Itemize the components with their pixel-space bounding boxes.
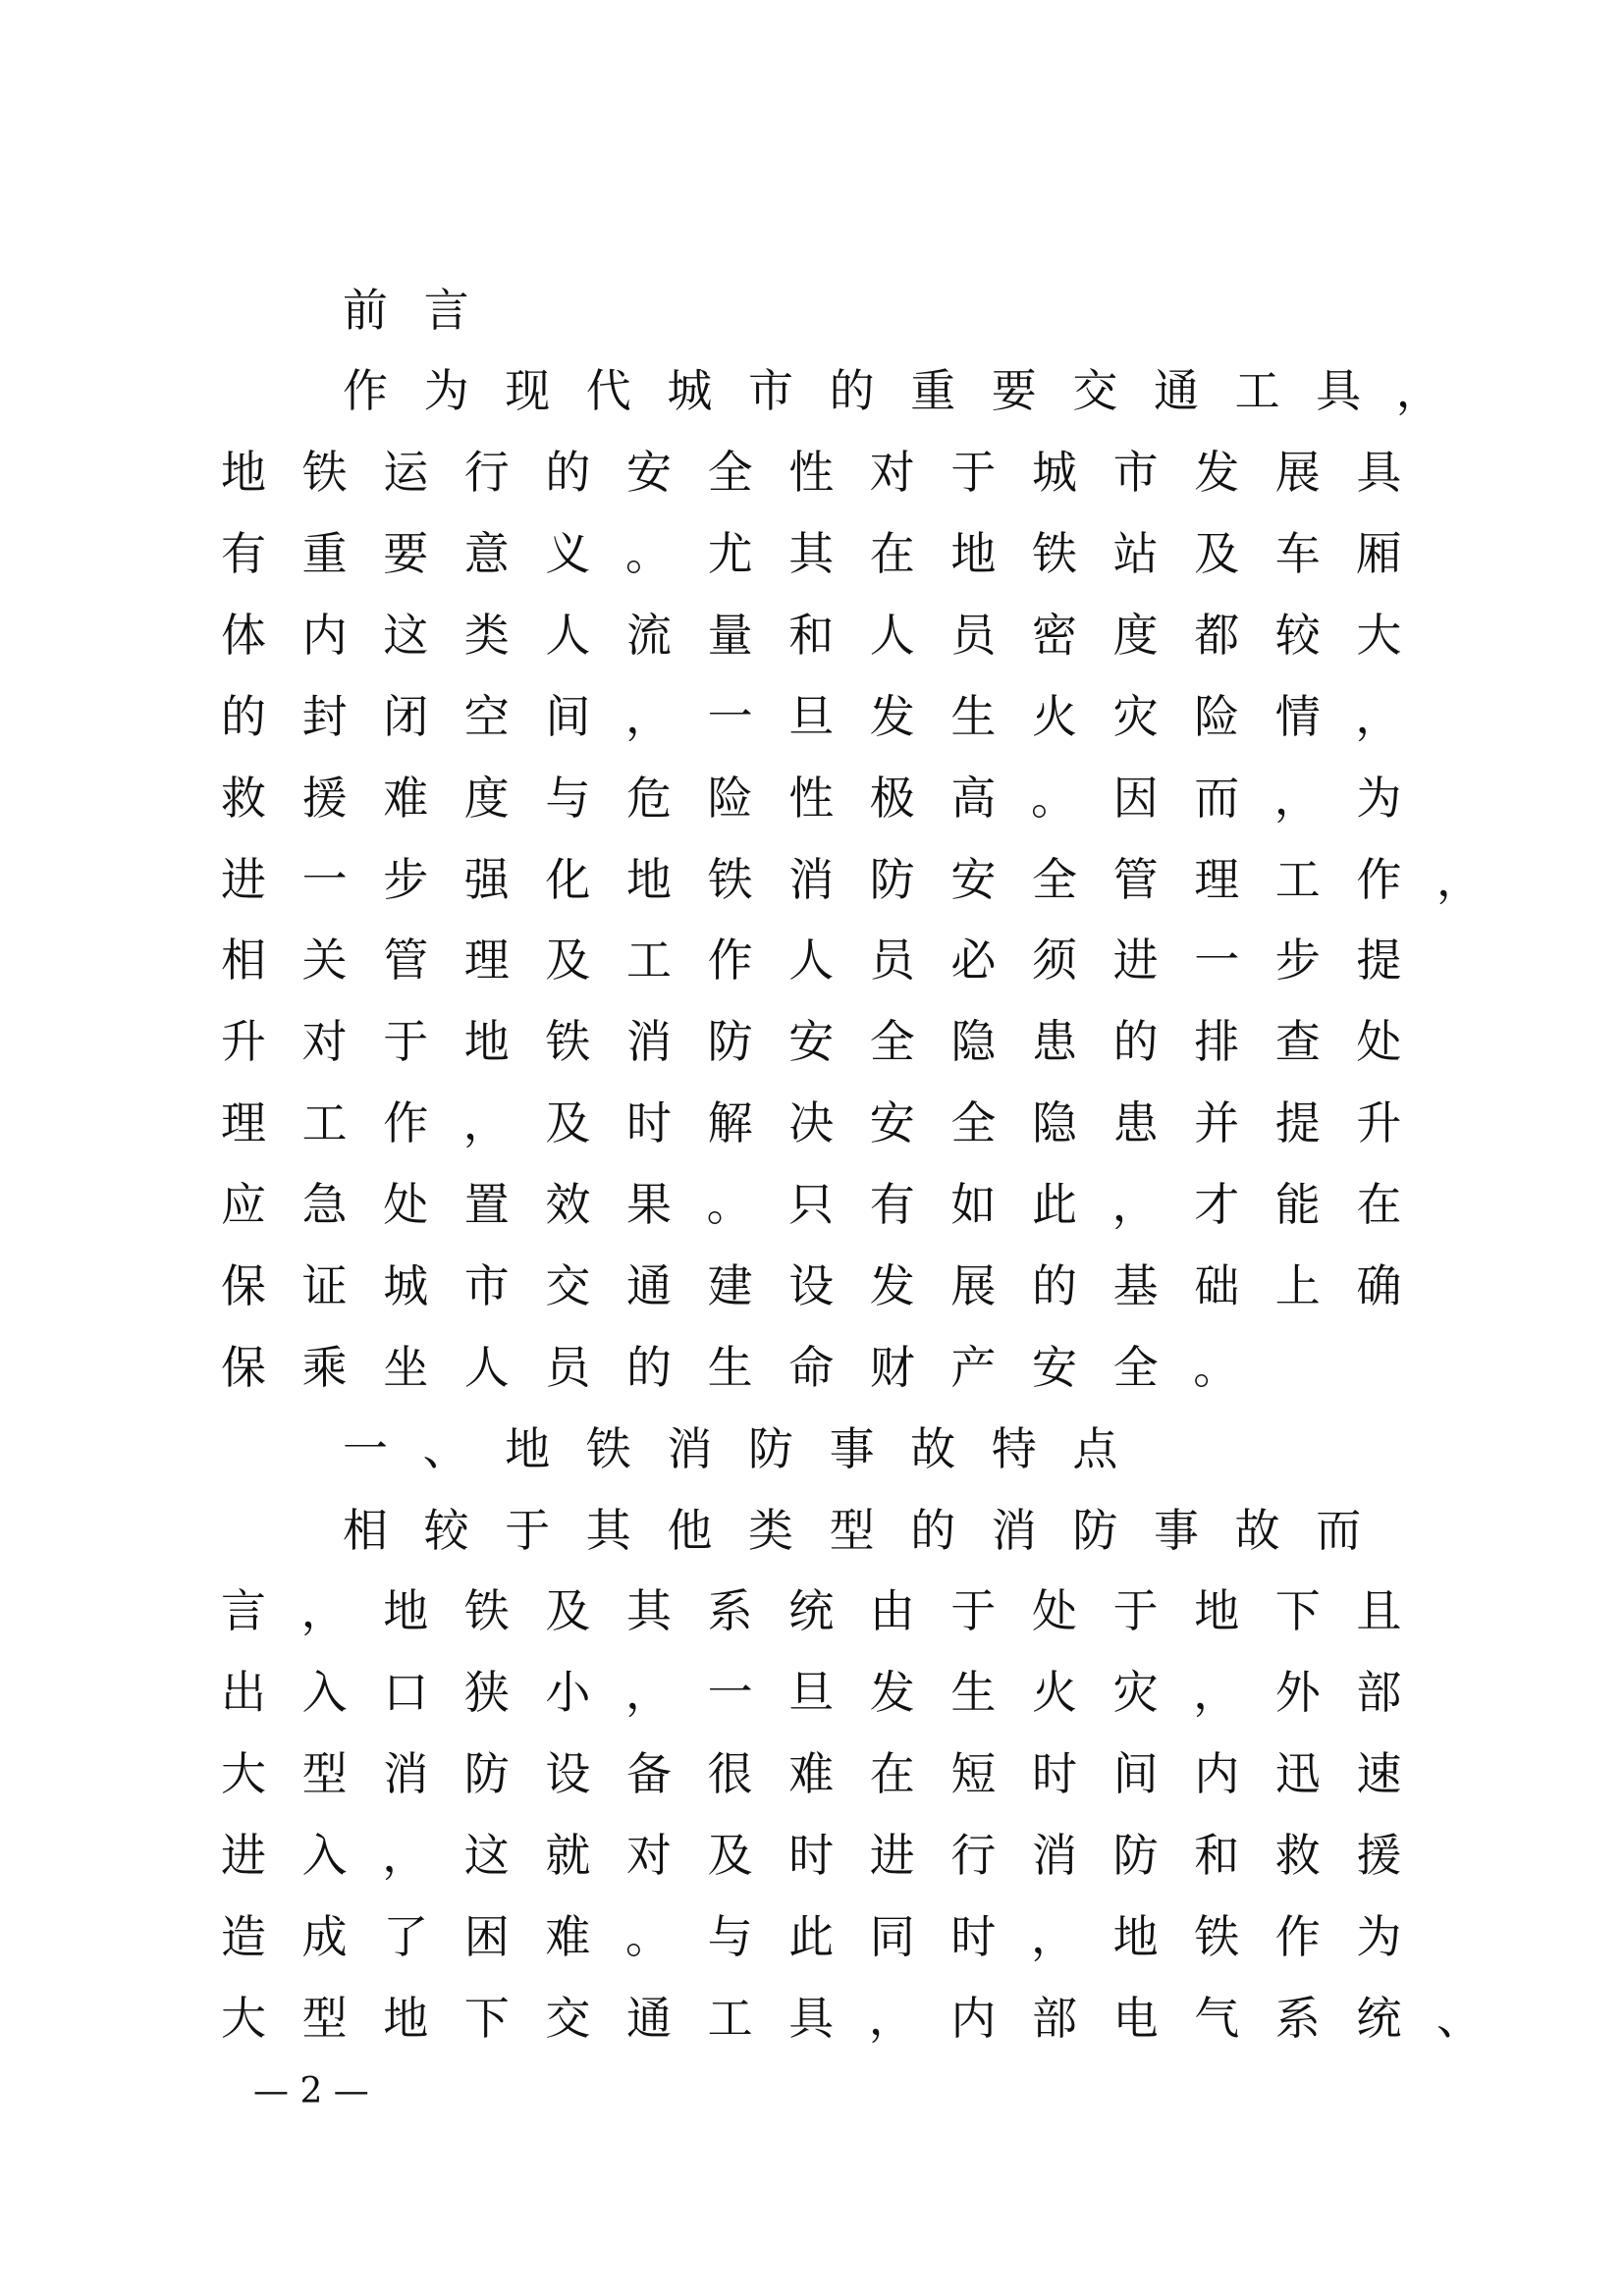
- body-line: 作 为 现 代 城 市 的 重 要 交 通 工 具 ，: [343, 364, 1441, 417]
- body-line: 造 成 了 困 难 。 与 此 同 时 ， 地 铁 作 为: [221, 1910, 1402, 1963]
- body-line: 出 入 口 狭 小 ， 一 旦 发 生 火 灾 ， 外 部: [221, 1666, 1402, 1719]
- body-line: 大 型 消 防 设 备 很 难 在 短 时 间 内 迅 速: [221, 1747, 1402, 1800]
- body-line: 有 重 要 意 义 。 尤 其 在 地 铁 站 及 车 厢: [221, 527, 1402, 580]
- heading-preface: 前 言: [343, 284, 469, 337]
- body-line: 体 内 这 类 人 流 量 和 人 员 密 度 都 较 大: [221, 609, 1402, 662]
- body-line: 相 关 管 理 及 工 作 人 员 必 须 进 一 步 提: [221, 934, 1402, 987]
- body-line: 理 工 作 ， 及 时 解 决 安 全 隐 患 并 提 升: [221, 1096, 1402, 1149]
- body-line: 进 一 步 强 化 地 铁 消 防 安 全 管 理 工 作 ，: [221, 853, 1482, 906]
- body-line: 救 援 难 度 与 危 险 性 极 高 。 因 而 ， 为: [221, 772, 1402, 825]
- body-line: 进 入 ， 这 就 对 及 时 进 行 消 防 和 救 援: [221, 1829, 1402, 1882]
- body-line: 言 ， 地 铁 及 其 系 统 由 于 处 于 地 下 且: [221, 1584, 1402, 1637]
- body-line: 地 铁 运 行 的 安 全 性 对 于 城 市 发 展 具: [221, 446, 1402, 499]
- section-heading: 一 、 地 铁 消 防 事 故 特 点: [343, 1422, 1118, 1475]
- body-line: 保 乘 坐 人 员 的 生 命 财 产 安 全 。: [221, 1341, 1239, 1394]
- body-line: 相 较 于 其 他 类 型 的 消 防 事 故 而: [343, 1504, 1362, 1557]
- body-line: 保 证 城 市 交 通 建 设 发 展 的 基 础 上 确: [221, 1259, 1402, 1312]
- body-line: 应 急 处 置 效 果 。 只 有 如 此 ， 才 能 在: [221, 1178, 1402, 1231]
- page-number: — 2 —: [253, 2071, 369, 2111]
- body-line: 升 对 于 地 铁 消 防 安 全 隐 患 的 排 查 处: [221, 1015, 1402, 1068]
- body-line: 大 型 地 下 交 通 工 具 ， 内 部 电 气 系 统 、: [221, 1992, 1482, 2045]
- body-line: 的 封 闭 空 间 ， 一 旦 发 生 火 灾 险 情 ，: [221, 690, 1401, 743]
